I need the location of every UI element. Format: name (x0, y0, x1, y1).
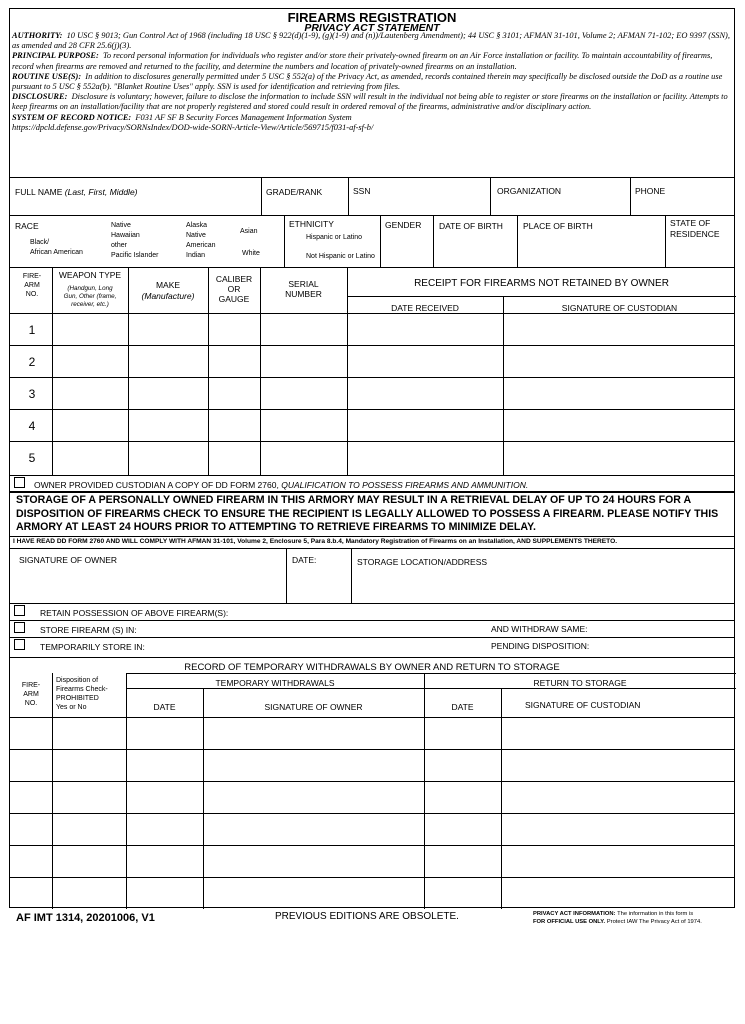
state-label-2: RESIDENCE (670, 229, 720, 239)
return-storage-header: RETURN TO STORAGE (533, 678, 627, 688)
storage-notice: STORAGE OF A PERSONALLY OWNED FIREARM IN THIS ARMORY MAY RESULT IN A RETRIEVAL DELAY OF UP TO 24 HOURS FOR A DISPOSITION OF FIREARMS CHECK TO ENSURE THE RECIPIENT IS LEGALLY ALLOWED TO POSSESS A FIREARM. PLEASE NOTIFY THIS ARMORY AT LEAST 24 HOURS PRIOR TO ATTEMPTING TO RETRIEVE FIREARMS TO MINIMIZE DELAY. (16, 494, 719, 533)
make-header: MAKE (155, 280, 181, 290)
grade-label: GRADE/RANK (266, 187, 323, 197)
weapon-row-1: 1 (28, 323, 36, 337)
sorn-url: https://dpcld.defense.gov/Privacy/SORNsIndex/DOD-wide-SORN-Article-View/Article/569715/f031-af-sf-b/ (12, 122, 374, 132)
receipt-header: RECEIPT FOR FIREARMS NOT RETAINED BY OWNER (414, 278, 669, 289)
weapon-type-header: WEAPON TYPE (58, 270, 122, 280)
dob-label: DATE OF BIRTH (439, 221, 503, 231)
privacy-title: PRIVACY ACT STATEMENT (304, 22, 440, 34)
form-title: FIREARMS REGISTRATION (287, 10, 457, 25)
temp-store-label: TEMPORARILY STORE IN: (40, 642, 145, 652)
acknowledgement: I HAVE READ DD FORM 2760 AND WILL COMPLY WITH AFMAN 31-101, Volume 2, Enclosure 5, Para 8.b.4, Mandatory Registration of Firearms on an Installation, AND SUPPLEMENTS THERETO. (13, 538, 618, 545)
return-custodian-sig-header: SIGNATURE OF CUSTODIAN (525, 700, 641, 710)
ethnicity-label: ETHNICITY (289, 219, 334, 229)
date-received-header: DATE RECEIVED (391, 303, 459, 313)
phone-label: PHONE (635, 186, 666, 196)
privacy-act-statement: AUTHORITY: 10 USC § 9013; Gun Control Act of 1968 (including 18 USC § 922(d)(1-9), (g)(1-9) and (n))/Lautenberg Amendment); 44 USC § 3101; AFMAN 31-101, Volume 2; AFMAN 71-102; EO 9397 (SSN), as amended and 28 CFR 25.6(j)(3). PRINCIPAL PURPOSE: To record personal information for individuals who register and/or store their privately-owned firearm on an Air Force installation or facility. To maintain accountability of firearms, record when firearms are removed and returned to the facility, and determine the numbers and location of privately-owned firearms on an installation. ROUTINE USE(S): In addition to disclosures generally permitted under 5 USC § 552(a) of the Privacy Act, as amended, records contained therein may specifically be disclosed outside the DoD as a routine use pursuant to 5 USC § 552a(b). "Blanket Routine Uses" apply. SSN is used for identification and retrieving from files. DISCLOSURE: Disclosure is voluntary; however, failure to disclose the information to include SSN will result in the individual not being able to register or store firearms on the installation or facility. Attempts to keep firearms on an installation/facility that are not properly registered and stored could result in ordered removal of the firearms, administrative and/or disciplinary action. SYSTEM OF RECORD NOTICE: F031 AF SF B Security Forces Management Information System https://dpcld.defense.gov/Privacy/SORNsIndex/DOD-wide-SORN-Article-View/Article/569715/f031-af-sf-b/ (12, 31, 732, 133)
full-name-label: FULL NAME (Last, First, Middle) (15, 187, 138, 197)
owner-date-label: DATE: (292, 555, 317, 565)
weapon-row-4: 4 (28, 419, 36, 433)
serial-header: SERIAL (288, 279, 319, 289)
pending-label: PENDING DISPOSITION: (491, 641, 590, 651)
dd2760-checkbox[interactable] (14, 477, 25, 488)
gender-label: GENDER (385, 220, 422, 230)
state-label-1: STATE OF (670, 218, 711, 228)
withdrawals-title: RECORD OF TEMPORARY WITHDRAWALS BY OWNER AND RETURN TO STORAGE (184, 662, 560, 673)
pob-label: PLACE OF BIRTH (523, 221, 593, 231)
caliber-header: CALIBER (215, 274, 253, 284)
firearms-registration-form: FIREARMS REGISTRATION PRIVACY ACT STATEMENT AUTHORITY: 10 USC § 9013; Gun Control Act of 1968 (including 18 USC § 922(d)(1-9), (g)(1-9) and (n))/Lautenberg Amendment); 44 USC § 3101; AFMAN 31-101, Volume 2; AFMAN 71-102; EO 9397 (SSN), as amended and 28 CFR 25.6(j)(3). PRINCIPAL PURPOSE: To record personal information for individuals who register and/or store their privately-owned firearm on an Air Force installation or facility. To maintain accountability of firearms, record when firearms are removed and returned to the facility, and determine the numbers and location of privately-owned firearms on an installation. ROUTINE USE(S): In addition to disclosures generally permitted under 5 USC § 552(a) of the Privacy Act, as amended, records contained therein may specifically be disclosed outside the DoD as a routine use pursuant to 5 USC § 552a(b). "Blanket Routine Uses" apply. SSN is used for identification and retrieving from files. DISCLOSURE: Disclosure is voluntary; however, failure to disclose the information to include SSN will result in the individual not being able to register or store firearms on the installation or facility. Attempts to keep firearms on an installation/facility that are not properly registered and stored could result in ordered removal of the firearms, administrative and/or disciplinary action. SYSTEM OF RECORD NOTICE: F031 AF SF B Security Forces Management Information System https://dpcld.defense.gov/Privacy/SORNsIndex/DOD-wide-SORN-Article-View/Article/569715/f031-af-sf-b/ FULL NAME (Last, First, Middle) GRADE/RANK SSN ORGANIZATION PHONE RACE Black/ African American Native Hawaiian other Pacific Islander Alaska Native American Indian Asian White ETHNICITY Hispanic or Latino Not Hispanic or Latino GENDER DATE OF BIRTH PLACE OF BIRTH STATE OF RESIDENCE FIRE- ARM NO. WEAPON TYPE (Handgun, Long Gun, Other (frame, receiver, etc.) MAKE (Manufacture) CALIBER OR GAUGE SERIAL NUMBER RECEIPT FOR FIREARMS NOT RETAINED BY OWNER DATE RECEIVED SIGNATURE OF CUSTODIAN 1 2 3 4 5 OWNER PROVIDED CUSTODIAN A COPY OF DD FORM 2760, QUALIFICATION TO POSSESS FIREARMS AND AMMUNITION. STORAGE OF A PERSONALLY OWNED FIREARM IN THIS ARMORY MAY RESULT IN A RETRIEVAL DELAY OF UP TO 24 HOURS FOR A DISPOSITION OF FIREARMS CHECK TO ENSURE THE RECIPIENT IS LEGALLY ALLOWED TO POSSESS A FIREARM. PLEASE NOTIFY THIS ARMORY AT LEAST 24 HOURS PRIOR TO ATTEMPTING TO RETRIEVE FIREARMS TO MINIMIZE DELAY. I HAVE READ DD FORM 2760 AND WILL COMPLY WITH AFMAN 31-101, Volume 2, Enclosure 5, Para 8.b.4, Mandatory Registration of Firearms on an Installation, AND SUPPLEMENTS THERETO. SIGNATURE OF OWNER DATE: STORAGE LOCATION/ADDRESS RETAIN POSSESSION OF ABOVE FIREARM(S): STORE FIREARM (S) IN: AND WITHDRAW SAME: TEMPORARILY STORE IN: PENDING DISPOSITION: RECORD OF TEMPORARY WITHDRAWALS BY OWNER AND RETURN TO STORAGE FIRE- ARM NO. Disposition of Firearms Check- PROHIBITED Yes or No TEMPORARY WITHDRAWALS DATE SIGNATURE OF OWNER RETURN TO STORAGE DATE SIGNATURE OF CUSTODIAN (9, 8, 735, 908)
storage-location-label: STORAGE LOCATION/ADDRESS (357, 557, 488, 567)
store-label: STORE FIREARM (S) IN: (40, 625, 137, 635)
race-label: RACE (15, 221, 39, 231)
return-date-header: DATE (451, 702, 474, 712)
privacy-act-info: PRIVACY ACT INFORMATION: The information in this form is FOR OFFICIAL USE ONLY. Protect IAW The Privacy Act of 1974. (533, 911, 702, 925)
weapon-row-2: 2 (28, 355, 36, 369)
ssn-label: SSN (353, 186, 371, 196)
weapon-row-5: 5 (28, 451, 36, 465)
store-checkbox[interactable] (14, 622, 25, 633)
dd2760-label: OWNER PROVIDED CUSTODIAN A COPY OF DD FORM 2760, QUALIFICATION TO POSSESS FIREARMS AND AMMUNITION. (34, 480, 529, 490)
temp-withdrawals-header: TEMPORARY WITHDRAWALS (215, 678, 335, 688)
custodian-sig-header: SIGNATURE OF CUSTODIAN (561, 303, 678, 313)
withdraw-label: AND WITHDRAW SAME: (491, 624, 588, 634)
retain-checkbox[interactable] (14, 605, 25, 616)
retain-label: RETAIN POSSESSION OF ABOVE FIREARM(S): (40, 608, 229, 618)
withdraw-date-header: DATE (153, 702, 176, 712)
weapon-row-3: 3 (28, 387, 36, 401)
withdraw-owner-sig-header: SIGNATURE OF OWNER (264, 702, 363, 712)
owner-signature-label: SIGNATURE OF OWNER (19, 555, 118, 565)
previous-editions: PREVIOUS EDITIONS ARE OBSOLETE. (275, 911, 459, 922)
form-id: AF IMT 1314, 20201006, V1 (16, 912, 155, 924)
organization-label: ORGANIZATION (497, 186, 562, 196)
temp-store-checkbox[interactable] (14, 639, 25, 650)
